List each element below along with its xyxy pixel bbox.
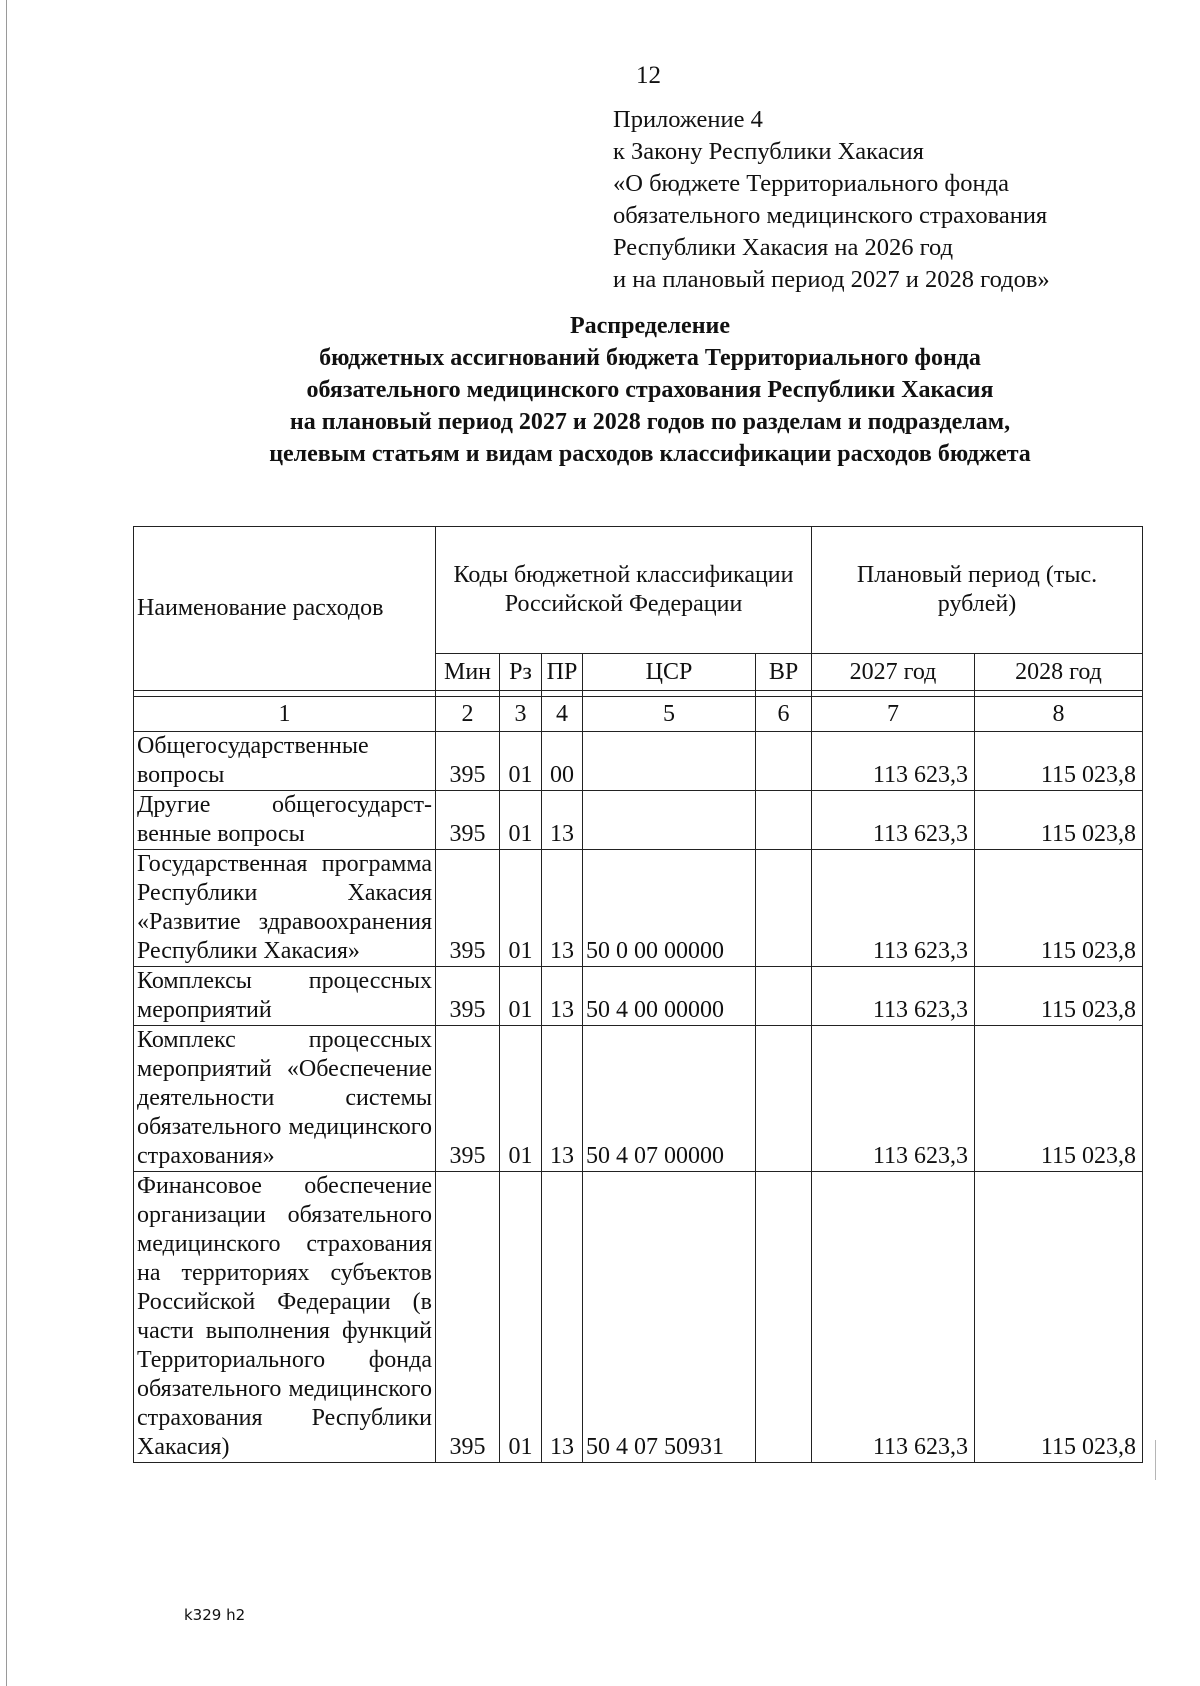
appendix-line: «О бюджете Территориального фонда: [613, 170, 1009, 197]
row-pr: 00: [542, 732, 583, 791]
row-2027: 113 623,3: [812, 967, 975, 1026]
row-2027: 113 623,3: [812, 1172, 975, 1463]
row-min: 395: [436, 1026, 500, 1172]
row-pr: 13: [542, 1172, 583, 1463]
row-2027: 113 623,3: [812, 732, 975, 791]
row-pr: 13: [542, 791, 583, 850]
title-line: Распределение: [569, 313, 731, 339]
table-row: [134, 1172, 1143, 1463]
column-number: 1: [134, 697, 436, 732]
row-name: Комплексы процессных мероприятий: [134, 967, 436, 1026]
column-number: 7: [812, 697, 975, 732]
table-row: [134, 1026, 1143, 1172]
table-row: [134, 967, 1143, 1026]
header-2027: 2027 год: [812, 654, 975, 691]
row-csr: 50 0 00 00000: [583, 850, 756, 967]
row-rz: 01: [500, 791, 542, 850]
header-csr: ЦСР: [583, 654, 756, 691]
header-name: Наименование расходов: [134, 527, 436, 691]
footer-code: k329 h2: [184, 1606, 246, 1624]
row-min: 395: [436, 967, 500, 1026]
column-number: 6: [756, 697, 812, 732]
title-line: бюджетных ассигнований бюджета Территориального фонда: [319, 345, 981, 371]
document-title: [0, 310, 1200, 470]
title-line: целевым статьям и видам расходов классификации расходов бюджета: [269, 441, 1031, 467]
row-pr: 13: [542, 850, 583, 967]
row-vr: [756, 732, 812, 791]
row-min: 395: [436, 1172, 500, 1463]
row-2027: 113 623,3: [812, 1026, 975, 1172]
row-csr: 50 4 07 50931: [583, 1172, 756, 1463]
row-name: Другие общегосударственные вопросы: [134, 791, 436, 850]
scan-left-edge: [6, 0, 7, 1686]
header-min: Мин: [436, 654, 500, 691]
row-vr: [756, 1026, 812, 1172]
row-2027: 113 623,3: [812, 850, 975, 967]
row-2028: 115 023,8: [975, 1026, 1143, 1172]
appendix-line: к Закону Республики Хакасия: [613, 138, 924, 165]
row-vr: [756, 967, 812, 1026]
title-line: на плановый период 2027 и 2028 годов по разделам и подразделам,: [289, 409, 1011, 435]
appendix-note: [613, 104, 1050, 296]
scan-right-edge-mark: [1155, 1440, 1156, 1480]
column-numbers-row: [134, 697, 1143, 732]
row-2028: 115 023,8: [975, 1172, 1143, 1463]
row-rz: 01: [500, 850, 542, 967]
row-csr: [583, 732, 756, 791]
header-rz: Рз: [500, 654, 542, 691]
row-2028: 115 023,8: [975, 850, 1143, 967]
header-vr: ВР: [756, 654, 812, 691]
page-number: 12: [636, 62, 661, 89]
row-pr: 13: [542, 1026, 583, 1172]
row-csr: 50 4 07 00000: [583, 1026, 756, 1172]
row-min: 395: [436, 850, 500, 967]
header-codes: Коды бюджетной классификации Российской Федерации: [436, 527, 812, 654]
appendix-line: Приложение 4: [613, 106, 763, 133]
appendix-line: обязательного медицинского страхования: [613, 202, 1048, 229]
table-row: [134, 732, 1143, 791]
row-csr: 50 4 00 00000: [583, 967, 756, 1026]
row-vr: [756, 791, 812, 850]
row-2028: 115 023,8: [975, 791, 1143, 850]
row-name: Общегосударственные вопросы: [134, 732, 436, 791]
row-name: Финансовое обеспечение организации обязательного медицинского страхования на территориях субъектов Российской Федерации (в части выполнения функций Территориального фонда обязательного медицинского страхования Республики Хакасия): [134, 1172, 436, 1463]
header-period: Плановый период (тыс. рублей): [812, 527, 1143, 654]
row-vr: [756, 850, 812, 967]
column-number: 5: [583, 697, 756, 732]
title-line: обязательного медицинского страхования Республики Хакасия: [306, 377, 994, 403]
table-row: [134, 791, 1143, 850]
column-number: 2: [436, 697, 500, 732]
row-2027: 113 623,3: [812, 791, 975, 850]
row-name: Комплекс процессных мероприятий «Обеспечение деятельности системы обязательного медицинского страхования»: [134, 1026, 436, 1172]
header-row: [134, 527, 1143, 654]
row-min: 395: [436, 791, 500, 850]
column-number: 4: [542, 697, 583, 732]
row-rz: 01: [500, 732, 542, 791]
appendix-line: и на плановый период 2027 и 2028 годов»: [613, 266, 1050, 293]
row-rz: 01: [500, 1172, 542, 1463]
row-rz: 01: [500, 967, 542, 1026]
row-min: 395: [436, 732, 500, 791]
row-name: Государственная программа Республики Хакасия «Развитие здравоохранения Республики Хакасия»: [134, 850, 436, 967]
table-row: [134, 850, 1143, 967]
row-2028: 115 023,8: [975, 732, 1143, 791]
row-2028: 115 023,8: [975, 967, 1143, 1026]
budget-table: [133, 526, 1143, 1463]
row-vr: [756, 1172, 812, 1463]
row-pr: 13: [542, 967, 583, 1026]
header-2028: 2028 год: [975, 654, 1143, 691]
column-number: 8: [975, 697, 1143, 732]
row-csr: [583, 791, 756, 850]
appendix-line: Республики Хакасия на 2026 год: [613, 234, 954, 261]
row-rz: 01: [500, 1026, 542, 1172]
column-number: 3: [500, 697, 542, 732]
header-pr: ПР: [542, 654, 583, 691]
